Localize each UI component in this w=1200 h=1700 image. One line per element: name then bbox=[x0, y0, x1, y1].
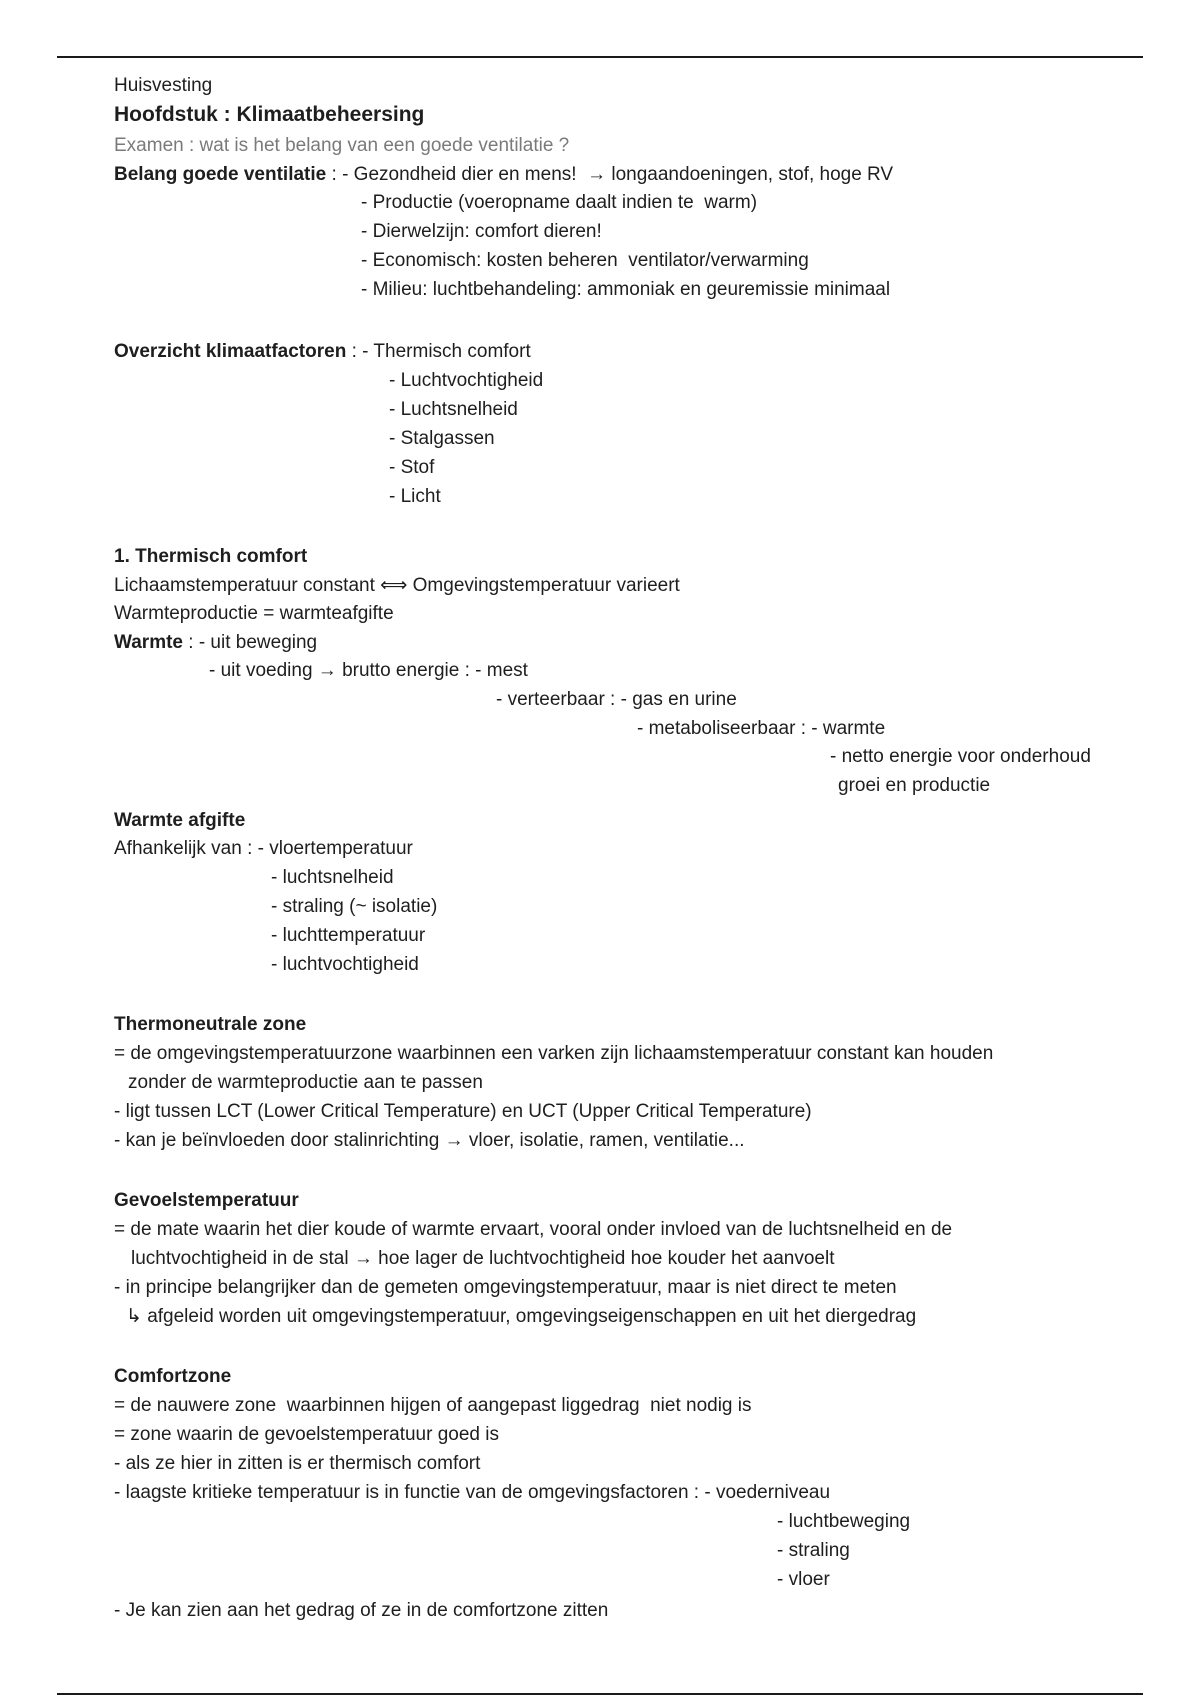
overzicht-item: - Thermisch comfort bbox=[362, 341, 531, 362]
comfort-line: = de nauwere zone waarbinnen hijgen of aangepast liggedrag niet nodig is bbox=[114, 1395, 752, 1416]
afgifte-label: Afhankelijk van : bbox=[114, 838, 258, 859]
comfort-factor: - luchtbeweging bbox=[777, 1511, 911, 1532]
belang-item: - Gezondheid dier en mens! → longaandoeningen, stof, hoge RV bbox=[342, 164, 894, 185]
gevoel-heading: Gevoelstemperatuur bbox=[114, 1190, 299, 1211]
belang-item: - Dierwelzijn: comfort dieren! bbox=[361, 221, 602, 242]
comfort-factor: - straling bbox=[777, 1540, 850, 1561]
belang-item: - Milieu: luchtbehandeling: ammoniak en geuremissie minimaal bbox=[361, 279, 891, 300]
belang-item: - Economisch: kosten beheren ventilator/verwarming bbox=[361, 250, 809, 271]
comfort-line: - Je kan zien aan het gedrag of ze in de comfortzone zitten bbox=[114, 1600, 609, 1621]
thermoneutraal-line: zonder de warmteproductie aan te passen bbox=[128, 1072, 483, 1093]
comfort-line: = zone waarin de gevoelstemperatuur goed is bbox=[114, 1424, 499, 1445]
overzicht-item: - Licht bbox=[389, 486, 441, 507]
gevoel-line: = de mate waarin het dier koude of warmte ervaart, vooral onder invloed van de luchtsnelheid en de bbox=[114, 1219, 953, 1240]
chapter-title: Hoofdstuk : Klimaatbeheersing bbox=[114, 103, 425, 126]
overzicht-item: - Stof bbox=[389, 457, 435, 478]
afgifte-item: - luchtvochtigheid bbox=[271, 954, 419, 975]
top-rule bbox=[57, 56, 1143, 58]
belang-label: Belang goede ventilatie bbox=[114, 164, 327, 185]
afgifte-item: - luchtsnelheid bbox=[271, 867, 394, 888]
overzicht-label: Overzicht klimaatfactoren bbox=[114, 341, 347, 362]
thermoneutraal-heading: Thermoneutrale zone bbox=[114, 1014, 307, 1035]
comfort-line: - als ze hier in zitten is er thermisch comfort bbox=[114, 1453, 481, 1474]
warmte-separator: : bbox=[182, 632, 199, 653]
comfort-factor: - vloer bbox=[777, 1569, 830, 1590]
exam-question: Examen : wat is het belang van een goede ventilatie ? bbox=[114, 135, 570, 156]
gevoel-line: luchtvochtigheid in de stal → hoe lager de luchtvochtigheid hoe kouder het aanvoelt bbox=[131, 1248, 835, 1269]
warmte-tree-item: - metaboliseerbaar : - warmte bbox=[637, 718, 886, 739]
thermisch-line: Warmteproductie = warmteafgifte bbox=[114, 603, 394, 624]
afgifte-item: - luchttemperatuur bbox=[271, 925, 426, 946]
subject-label: Huisvesting bbox=[114, 75, 213, 96]
comfort-line-factors bbox=[114, 1482, 830, 1504]
belang-line-1 bbox=[114, 164, 893, 186]
thermoneutraal-line: - ligt tussen LCT (Lower Critical Temperature) en UCT (Upper Critical Temperature) bbox=[114, 1101, 812, 1122]
afgifte-heading: Warmte afgifte bbox=[114, 810, 246, 831]
overzicht-line-1 bbox=[114, 341, 531, 363]
overzicht-item: - Luchtvochtigheid bbox=[389, 370, 544, 391]
overzicht-item: - Stalgassen bbox=[389, 428, 495, 449]
comfort-factor: - voederniveau bbox=[704, 1482, 831, 1503]
warmte-line bbox=[114, 632, 317, 654]
warmte-tree-item: - netto energie voor onderhoud bbox=[830, 746, 1091, 767]
thermisch-heading: 1. Thermisch comfort bbox=[114, 546, 308, 567]
afgifte-item: - straling (~ isolatie) bbox=[271, 896, 438, 917]
thermoneutraal-line: = de omgevingstemperatuurzone waarbinnen een varken zijn lichaamstemperatuur constant kan houden bbox=[114, 1043, 994, 1064]
afgifte-line-1 bbox=[114, 838, 413, 860]
warmte-tree-item: - verteerbaar : - gas en urine bbox=[496, 689, 737, 710]
belang-item: - Productie (voeropname daalt indien te warm) bbox=[361, 192, 758, 213]
warmte-tree-item: - uit voeding → brutto energie : - mest bbox=[209, 660, 528, 681]
comfort-factors-intro: - laagste kritieke temperatuur is in functie van de omgevingsfactoren : bbox=[114, 1482, 705, 1503]
gevoel-line: ↳ afgeleid worden uit omgevingstemperatuur, omgevingseigenschappen en uit het diergedrag bbox=[126, 1306, 917, 1327]
comfort-heading: Comfortzone bbox=[114, 1366, 232, 1387]
thermisch-line: Lichaamstemperatuur constant ⟺ Omgevingstemperatuur varieert bbox=[114, 575, 680, 596]
overzicht-item: - Luchtsnelheid bbox=[389, 399, 518, 420]
warmte-tree-item: groei en productie bbox=[838, 775, 991, 796]
thermoneutraal-line: - kan je beïnvloeden door stalinrichting → vloer, isolatie, ramen, ventilatie... bbox=[114, 1130, 745, 1151]
gevoel-line: - in principe belangrijker dan de gemeten omgevingstemperatuur, maar is niet direct te meten bbox=[114, 1277, 897, 1298]
afgifte-item: - vloertemperatuur bbox=[257, 838, 413, 859]
bottom-rule bbox=[57, 1693, 1143, 1695]
warmte-item: - uit beweging bbox=[198, 632, 318, 653]
belang-separator: : bbox=[326, 164, 343, 185]
overzicht-separator: : bbox=[346, 341, 363, 362]
warmte-label: Warmte bbox=[114, 632, 183, 653]
